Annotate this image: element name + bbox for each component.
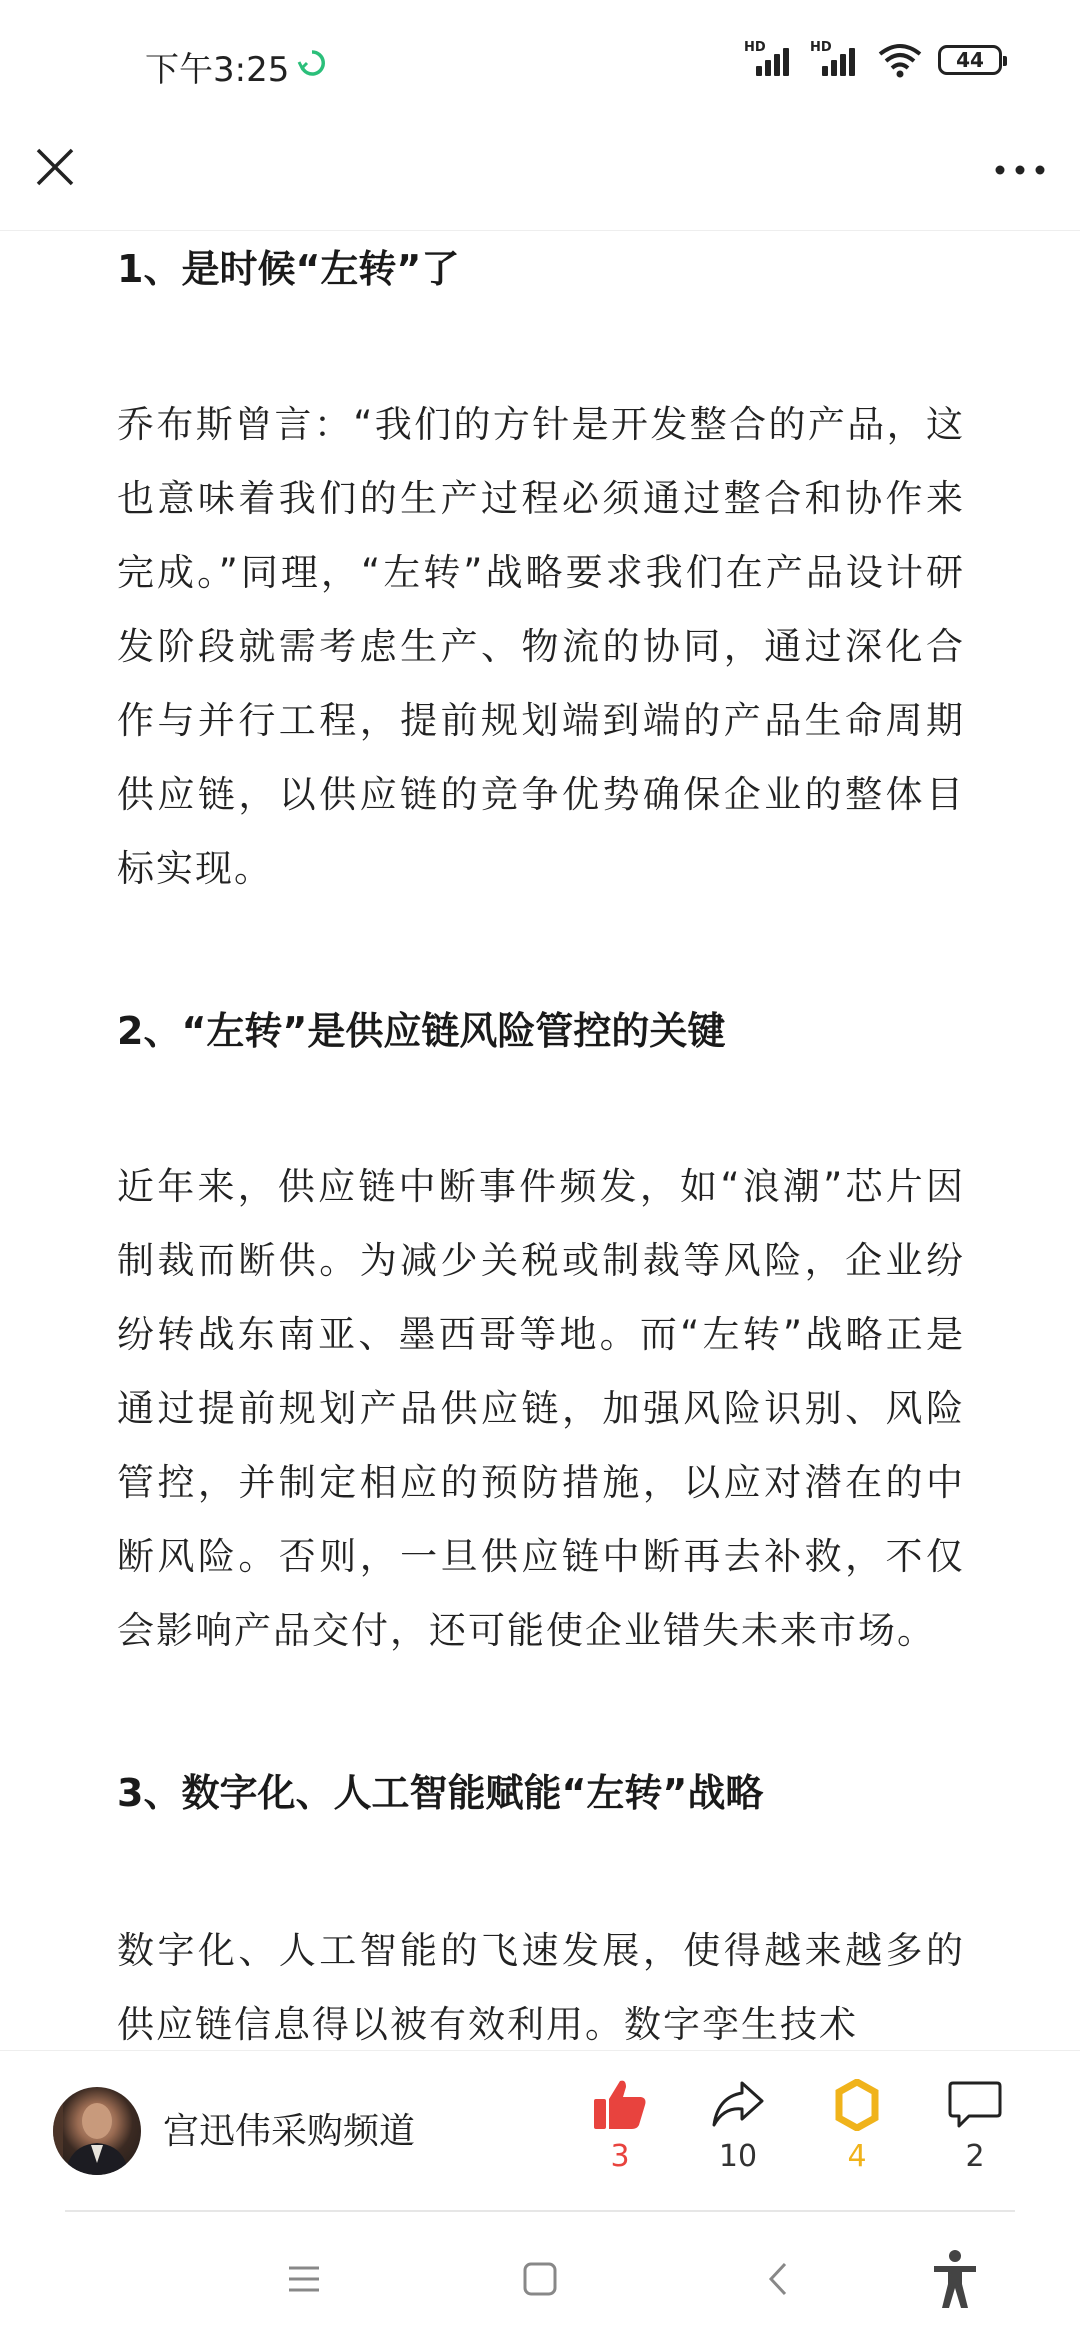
accessibility-icon[interactable] — [930, 2248, 980, 2310]
section-heading-3: 3、数字化、人工智能赋能“左转”战略 — [117, 1771, 764, 1815]
thumbs-up-icon — [592, 2079, 648, 2131]
share-button[interactable] — [693, 2079, 783, 2174]
section-heading-1: 1、是时候“左转”了 — [117, 247, 460, 291]
more-options-icon[interactable] — [990, 150, 1050, 190]
paragraph-2: 近年来，供应链中断事件频发，如“浪潮”芯片因制裁而断供。为减少关税或制裁等风险，企业纷纷转战东南亚、墨西哥等地。而“左转”战略正是通过提前规划产品供应链，加强风险识别、风险管控，并制定相应的预防措施，以应对潜在的中断风险。否则，一旦供应链中断再去补救，不仅会影响产品交付，还可能使企业错失未来市场。 — [117, 1165, 965, 1652]
comment-count: 2 — [965, 2139, 985, 2174]
bottom-action-bar — [0, 2050, 1080, 2211]
coin-button[interactable] — [812, 2079, 902, 2174]
status-time: 下午3:25 — [145, 50, 290, 90]
cell-signal-icon-2 — [810, 40, 862, 80]
wifi-icon — [876, 40, 924, 80]
menu-icon[interactable] — [279, 2254, 329, 2304]
comment-button[interactable] — [930, 2079, 1020, 2174]
top-app-bar — [0, 130, 1080, 231]
paragraph-1: 乔布斯曾言：“我们的方针是开发整合的产品，这也意味着我们的生产过程必须通过整合和协作来完成。”同理，“左转”战略要求我们在产品设计研发阶段就需考虑生产、物流的协同，通过深化合作与并行工程，提前规划端到端的产品生命周期供应链，以供应链的竞争优势确保企业的整体目标实现。 — [117, 403, 965, 890]
back-icon[interactable] — [755, 2254, 805, 2304]
coin-icon — [829, 2079, 885, 2131]
status-bar — [0, 0, 1080, 130]
paragraph-3: 数字化、人工智能的飞速发展，使得越来越多的供应链信息得以被有效利用。数字孪生技术 — [117, 1929, 965, 2046]
home-icon[interactable] — [515, 2254, 565, 2304]
share-count: 10 — [718, 2139, 758, 2174]
comment-icon — [947, 2079, 1003, 2131]
status-icons — [744, 40, 1002, 80]
coin-count: 4 — [847, 2139, 867, 2174]
like-count: 3 — [610, 2139, 630, 2174]
battery-level: 44 — [956, 48, 984, 72]
close-icon[interactable] — [30, 142, 80, 192]
article-body[interactable] — [117, 232, 965, 2050]
network-type-label: HD — [744, 40, 766, 55]
system-nav-bar — [0, 2212, 1080, 2340]
section-heading-2: 2、“左转”是供应链风险管控的关键 — [117, 1009, 726, 1053]
network-type-label-2: HD — [810, 40, 832, 55]
share-icon — [710, 2079, 766, 2131]
battery-icon — [938, 45, 1002, 75]
author-avatar[interactable] — [53, 2087, 141, 2175]
cell-signal-icon — [744, 40, 796, 80]
author-name[interactable]: 宫迅伟采购频道 — [163, 2111, 416, 2152]
like-button[interactable] — [575, 2079, 665, 2174]
sync-icon — [297, 48, 327, 78]
